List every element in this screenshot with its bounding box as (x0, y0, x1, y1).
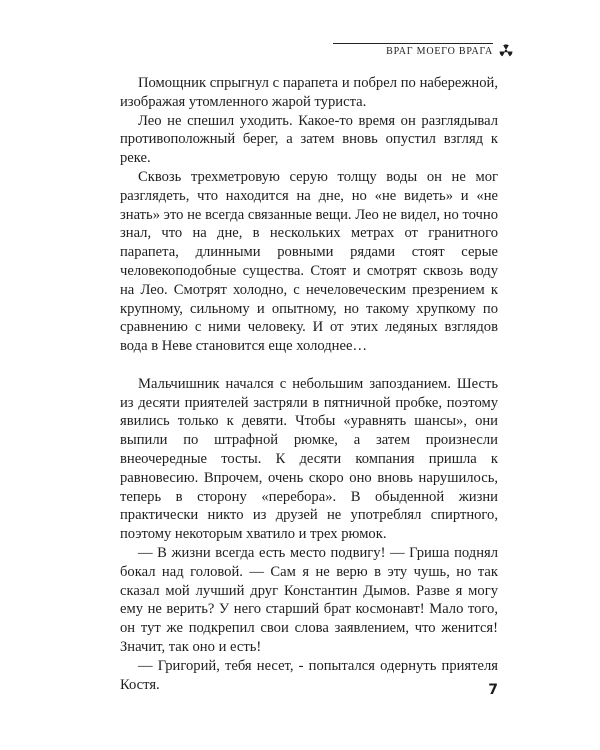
section-break (120, 356, 498, 375)
paragraph-6: — Григорий, тебя несет, - попытался одернуть приятеля Костя. (120, 657, 498, 693)
radiation-trefoil-icon (495, 40, 517, 62)
paragraph-4: Мальчишник начался с небольшим запозданием. Шесть из десяти приятелей застряли в пятничной пробке, поэтому явились только к девяти. Чтобы «уравнять шансы», они выпили по штрафной рюмке, а затем произнесли внеочередные тосты. К десяти компания пришла к равновесию. Впрочем, очень скоро оно вновь нарушилось, теперь в сторону «перебора». В обыденной жизни практически никто из друзей не употреблял спиртного, поэтому некоторым хватило и трех рюмок. (120, 375, 498, 543)
page-body (120, 74, 498, 694)
paragraph-5: — В жизни всегда есть место подвигу! — Гриша поднял бокал над головой. — Сам я не верю в эту чушь, но так сказал мой лучший друг Константин Дымов. Разве я могу ему не верить? У него старший брат космонавт! Мало того, он тут же подкрепил свои слова заявлением, что женится! Значит, так оно и есть! (120, 544, 498, 655)
paragraph-2: Лео не спешил уходить. Какое-то время он разглядывал противоположный берег, а затем вновь опустил взгляд к реке. (120, 112, 498, 167)
running-header (333, 43, 493, 63)
page-number: 7 (488, 682, 498, 698)
paragraph-1: Помощник спрыгнул с парапета и побрел по набережной, изображая утомленного жарой туриста. (120, 75, 498, 110)
running-title: ВРАГ МОЕГО ВРАГА (386, 46, 493, 57)
paragraph-3: Сквозь трехметровую серую толщу воды он не мог разглядеть, что находится на дне, но «не видеть» и «не знать» это не всегда связанные вещи. Лео не видел, но точно знал, что на дне, в нескольких метрах от гранитного парапета, длинными ровными рядами стоят серые человекоподобные существа. Стоят и смотрят сквозь воду на Лео. Смотрят холодно, с нечеловеческим презрением к крупному, сильному и опытному, но такому хрупкому по сравнению с ними человеку. И от этих ледяных взглядов вода в Неве становится еще холоднее… (120, 168, 498, 355)
header-rule (333, 43, 493, 44)
